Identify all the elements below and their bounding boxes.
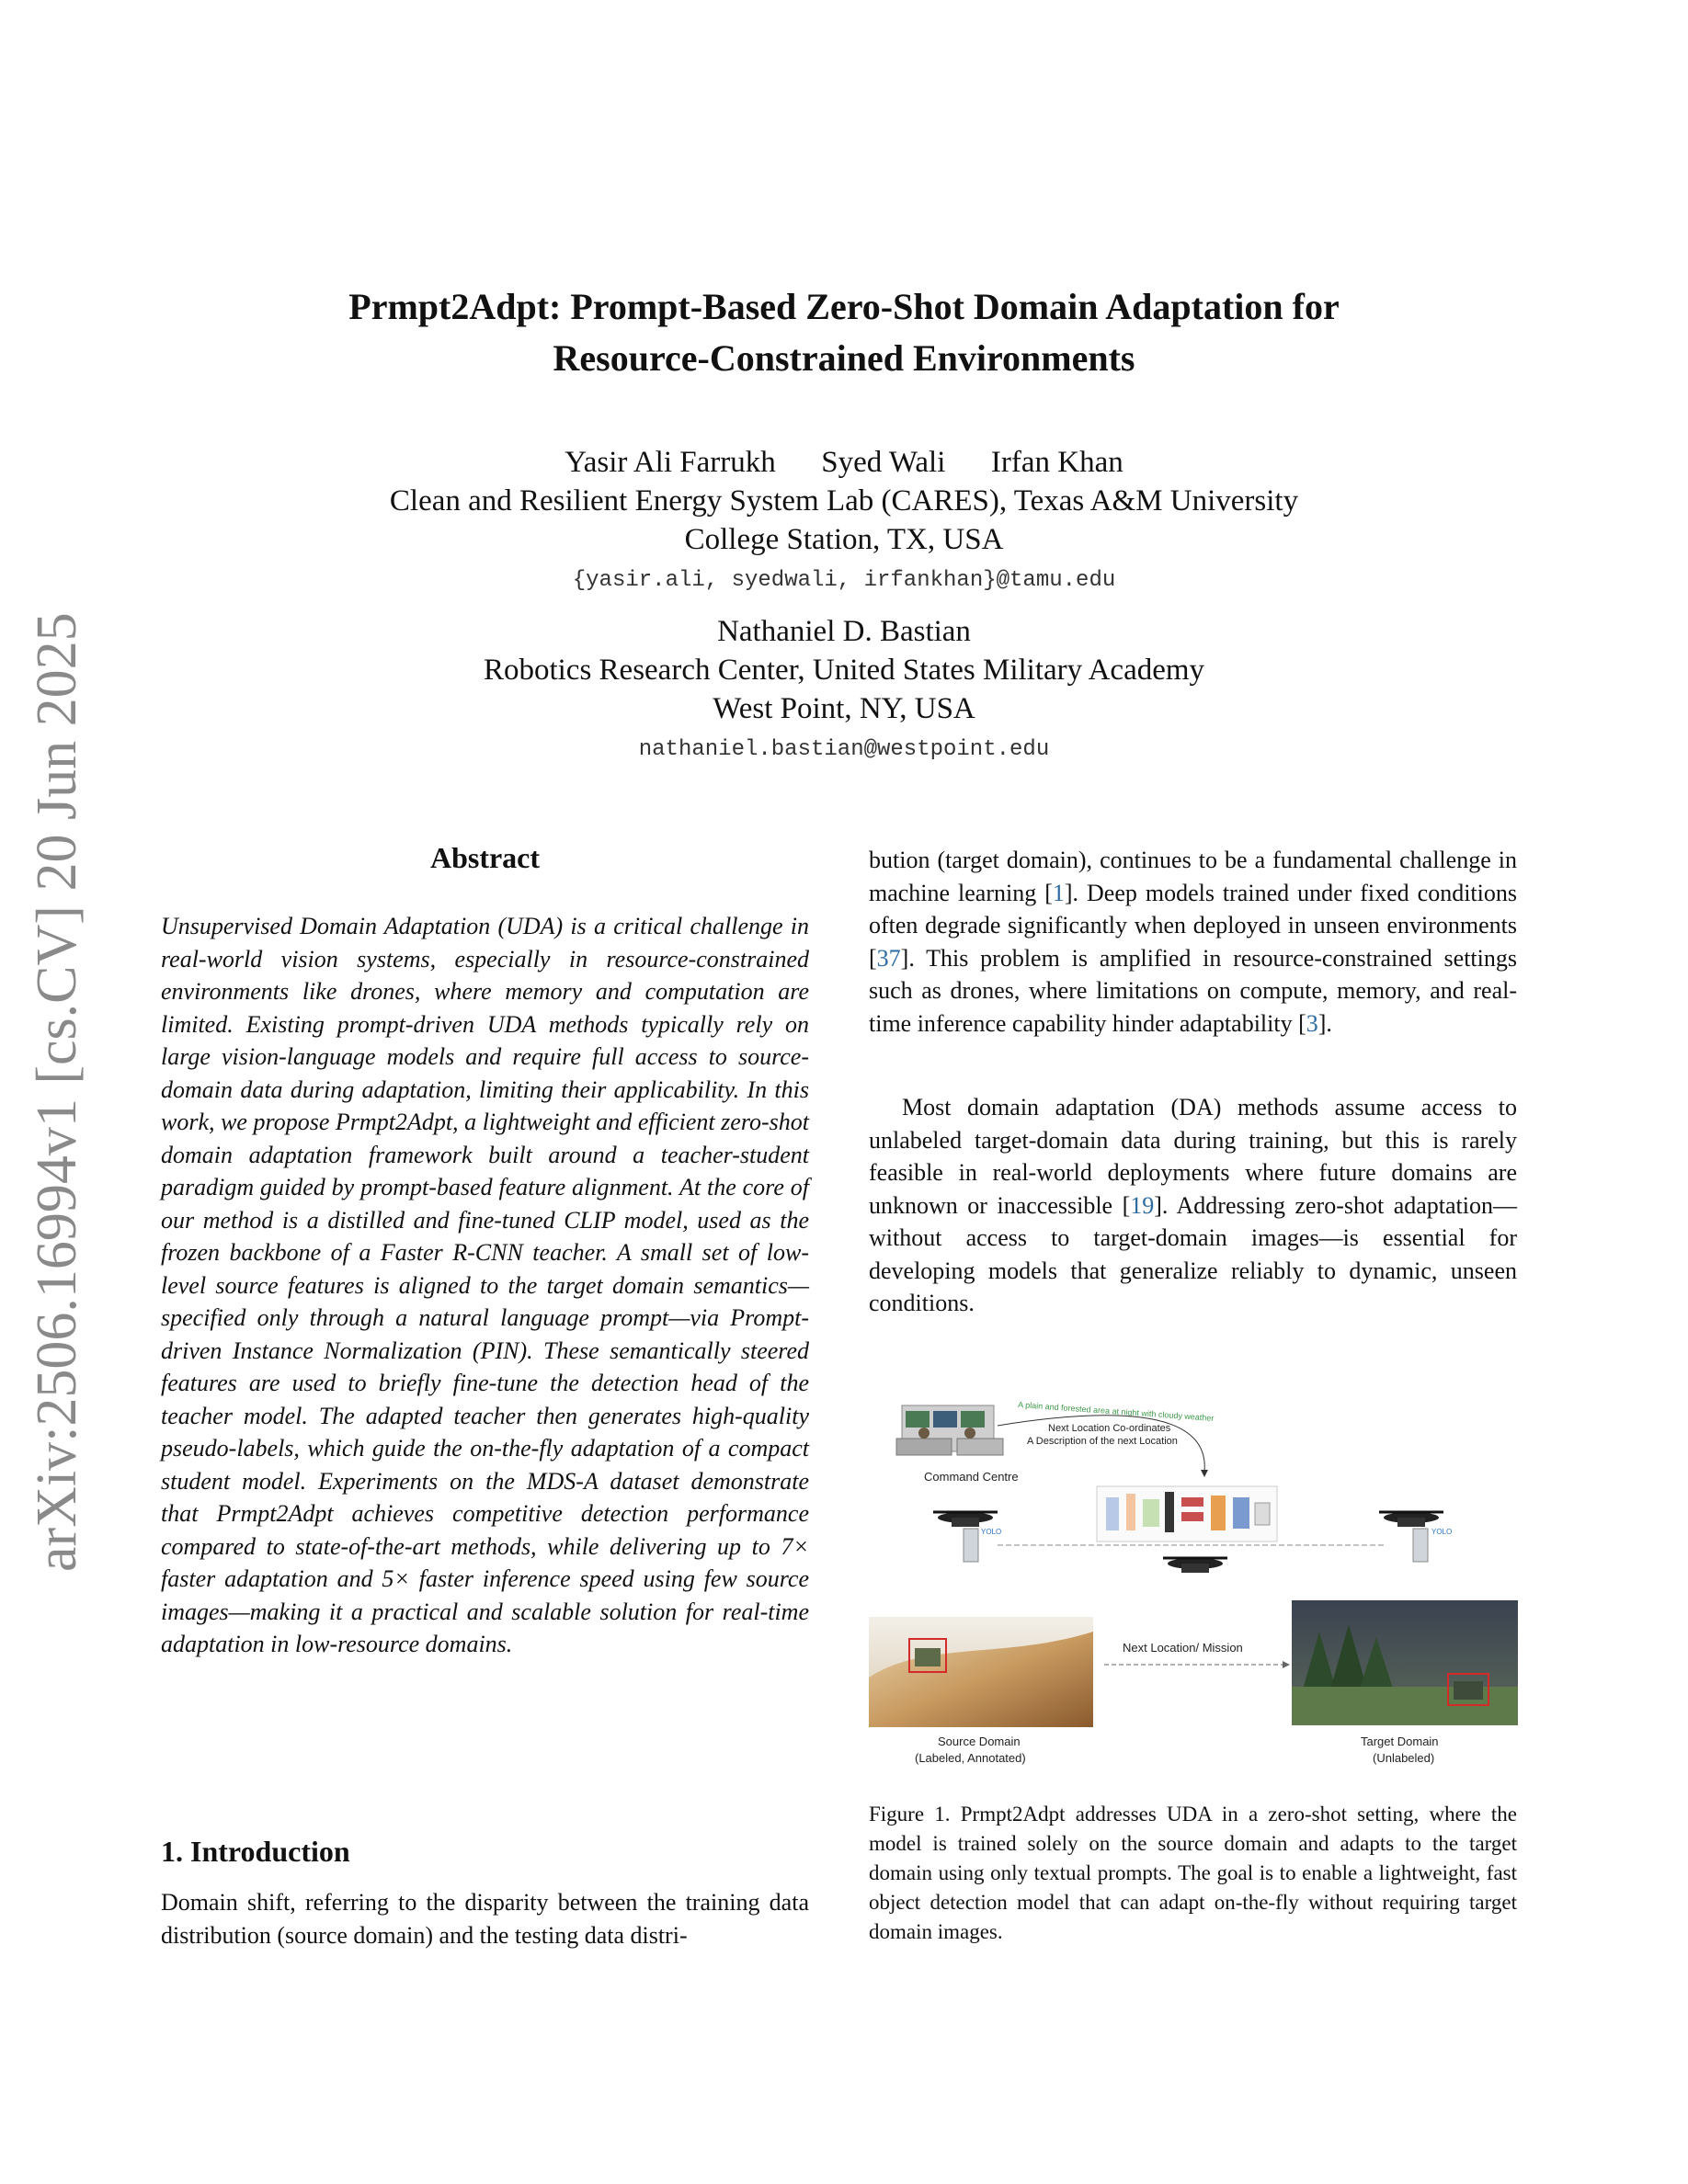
intro-paragraph-1-continued: bution (target domain), continues to be a fundamental challenge in machine learning [1]. Deep models trained under fixed conditions often degrade significantly when deployed in unseen environments [37]. This problem is amplified in resource-constrained settings such as drones, where limitations on compute, memory, and real-time inference capability hinder adaptability [3]. <box>869 847 1517 1037</box>
command-centre-label: Command Centre <box>924 1470 1019 1484</box>
mission-label: Next Location/ Mission <box>1123 1641 1243 1655</box>
citation-link[interactable]: 3 <box>1306 1009 1318 1037</box>
source-domain-sublabel: (Labeled, Annotated) <box>915 1751 1026 1765</box>
yolo-label: YOLO <box>981 1528 1002 1536</box>
email-2: nathaniel.bastian@westpoint.edu <box>638 737 1050 762</box>
figure-1-caption: Figure 1. Prmpt2Adpt addresses UDA in a zero-shot setting, where the model is trained solely on the source domain and adapts to the target domain using only textual prompts. The goal is to enable a lightweight, fast object detection model that can adapt on-the-fly without requiring target domain images. <box>869 1803 1517 1943</box>
next-location-line-2: A Description of the next Location <box>1027 1436 1178 1447</box>
command-arrow-head <box>1201 1470 1208 1477</box>
source-domain-label: Source Domain <box>938 1735 1021 1748</box>
mission-arrow-head <box>1283 1661 1290 1668</box>
command-centre-illustration <box>896 1405 1003 1455</box>
location-1: College Station, TX, USA <box>684 523 1004 556</box>
drone-icon <box>933 1512 998 1562</box>
intro-paragraph-1-start: Domain shift, referring to the disparity between the training data distribution (source domain) and the testing data distri- <box>161 1889 809 1949</box>
yolo-label: YOLO <box>1431 1528 1453 1536</box>
figure-1 <box>869 1383 1520 1769</box>
abstract-heading: Abstract <box>429 841 541 874</box>
paper-title <box>0 281 1688 384</box>
authors-names-1: Yasir Ali Farrukh Syed Wali Irfan Khan <box>565 446 1123 479</box>
affiliation-2: Robotics Research Center, United States Military Academy <box>483 654 1205 687</box>
affiliation-1: Clean and Resilient Energy System Lab (CARES), Texas A&M University <box>389 484 1299 518</box>
target-domain-label: Target Domain <box>1361 1735 1439 1748</box>
email-1: {yasir.ali, syedwali, irfankhan}@tamu.edu <box>572 568 1116 593</box>
drone-icon <box>1379 1512 1443 1562</box>
arxiv-id-text: arXiv:2506.16994v1 [cs.CV] 20 Jun 2025 <box>26 612 88 1572</box>
citation-link[interactable]: 37 <box>876 944 901 972</box>
title-line-2: Resource-Constrained Environments <box>553 337 1135 379</box>
source-domain-image <box>869 1617 1093 1727</box>
citation-link[interactable]: 19 <box>1130 1191 1155 1219</box>
next-location-line-1: Next Location Co-ordinates <box>1048 1423 1171 1434</box>
location-2: West Point, NY, USA <box>713 692 975 725</box>
drone-icon <box>1163 1558 1227 1573</box>
architecture-diagram <box>1097 1486 1277 1541</box>
abstract-body: Unsupervised Domain Adaptation (UDA) is a critical challenge in real-world vision systems, especially in resource-constrained environments like drones, where memory and computation are limited. Existing prompt-driven UDA methods typically rely on large vision-language models and require full access to source-domain data during adaptation, limiting their applicability. In this work, we propose Prmpt2Adpt, a lightweight and efficient zero-shot domain adaptation framework built around a teacher-student paradigm guided by prompt-based feature alignment. At the core of our method is a distilled and fine-tuned CLIP model, used as the frozen backbone of a Faster R-CNN teacher. A small set of low-level source features is aligned to the target domain semantics—specified only through a natural language prompt—via Prompt-driven Instance Normalization (PIN). These semantically steered features are used to briefly fine-tune the detection head of the teacher model. The adapted teacher then generates high-quality pseudo-labels, which guide the on-the-fly adaptation of a compact student model. Experiments on the MDS-A dataset demonstrate that Prmpt2Adpt achieves competitive detection performance compared to state-of-the-art methods, while delivering up to 7× faster adaptation and 5× faster inference speed using few source images—making it a practical and scalable solution for real-time adaptation in low-resource domains. <box>161 913 809 1657</box>
target-domain-sublabel: (Unlabeled) <box>1373 1751 1435 1765</box>
introduction-heading: 1. Introduction <box>161 1835 350 1868</box>
citation-link[interactable]: 1 <box>1052 879 1065 906</box>
title-line-1: Prmpt2Adpt: Prompt-Based Zero-Shot Domain Adaptation for <box>348 286 1340 327</box>
target-domain-image <box>1292 1600 1518 1725</box>
authors-names-2: Nathaniel D. Bastian <box>717 615 971 648</box>
intro-paragraph-2: Most domain adaptation (DA) methods assume access to unlabeled target-domain data during training, but this is rarely feasible in real-world deployments where future domains are unknown or inaccessible [19]. Addressing zero-shot adaptation—without access to target-domain images—is essential for developing models that generalize reliably to dynamic, unseen conditions. <box>869 1094 1518 1316</box>
prompt-text: A plain and forested area at night with cloudy weather <box>1017 1400 1215 1423</box>
